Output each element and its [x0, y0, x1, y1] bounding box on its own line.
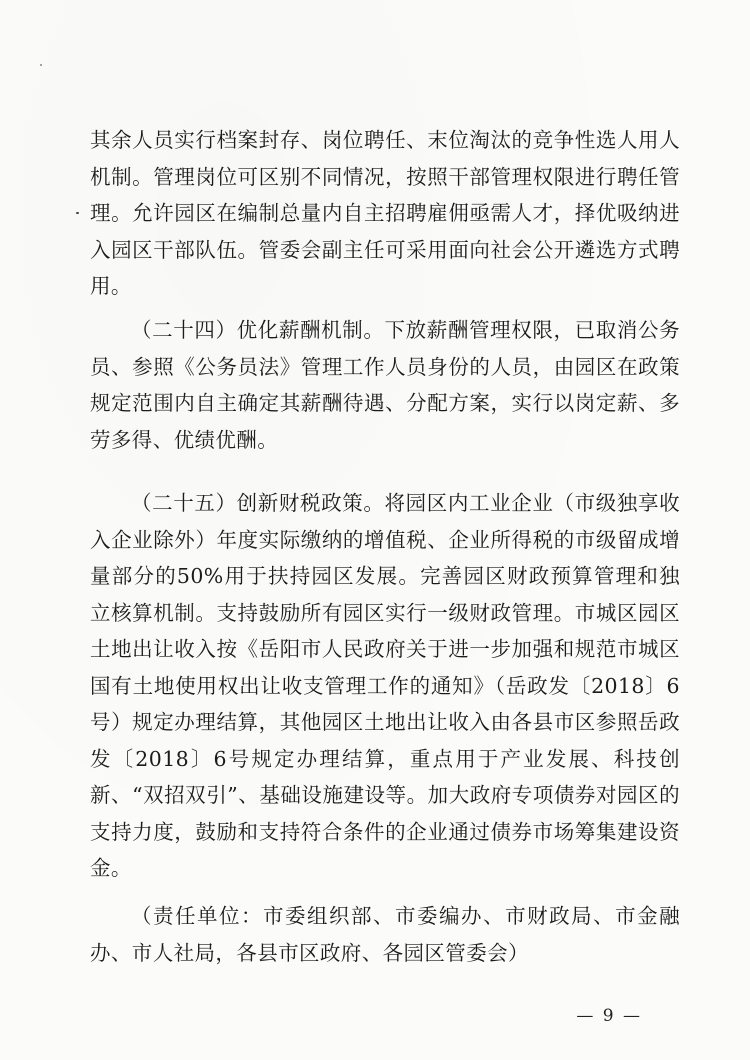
paragraph-responsible-units: （责任单位：市委组织部、市委编办、市财政局、市金融办、市人社局，各县市区政府、各园区管委会）	[90, 904, 680, 965]
scan-speck	[76, 212, 79, 214]
paragraph-staffing-mechanism: 其余人员实行档案封存、岗位聘任、末位淘汰的竞争性选人用人机制。管理岗位可区别不同情况，按照干部管理权限进行聘任管理。允许园区在编制总量内自主招聘雇佣亟需人才，择优吸纳进入园区干部队伍。管委会副主任可采用面向社会公开遴选方式聘用。	[90, 128, 680, 298]
paragraph-fiscal-policy: （二十五）创新财税政策。将园区内工业企业（市级独享收入企业除外）年度实际缴纳的增值税、企业所得税的市级留成增量部分的50%用于扶持园区发展。完善园区财政预算管理和独立核算机制。支持鼓励所有园区实行一级财政管理。市城区园区土地出让收入按《岳阳市人民政府关于进一步加强和规范市城区国有土地使用权出让收支管理工作的通知》（岳政发〔2018〕6号）规定办理结算，其他园区土地出让收入由各县市区参照岳政发〔2018〕6号规定办理结算，重点用于产业发展、科技创新、“双招双引”、基础设施建设等。加大政府专项债券对园区的支持力度，鼓励和支持符合条件的企业通过债券市场筹集建设资金。	[90, 491, 680, 880]
scan-speck	[40, 64, 42, 66]
paragraph-salary-mechanism: （二十四）优化薪酬机制。下放薪酬管理权限，已取消公务员、参照《公务员法》管理工作人员身份的人员，由园区在政策规定范围内自主确定其薪酬待遇、分配方案，实行以岗定薪、多劳多得、优绩优酬。	[90, 318, 680, 452]
page-number: — 9 —	[576, 1006, 642, 1026]
